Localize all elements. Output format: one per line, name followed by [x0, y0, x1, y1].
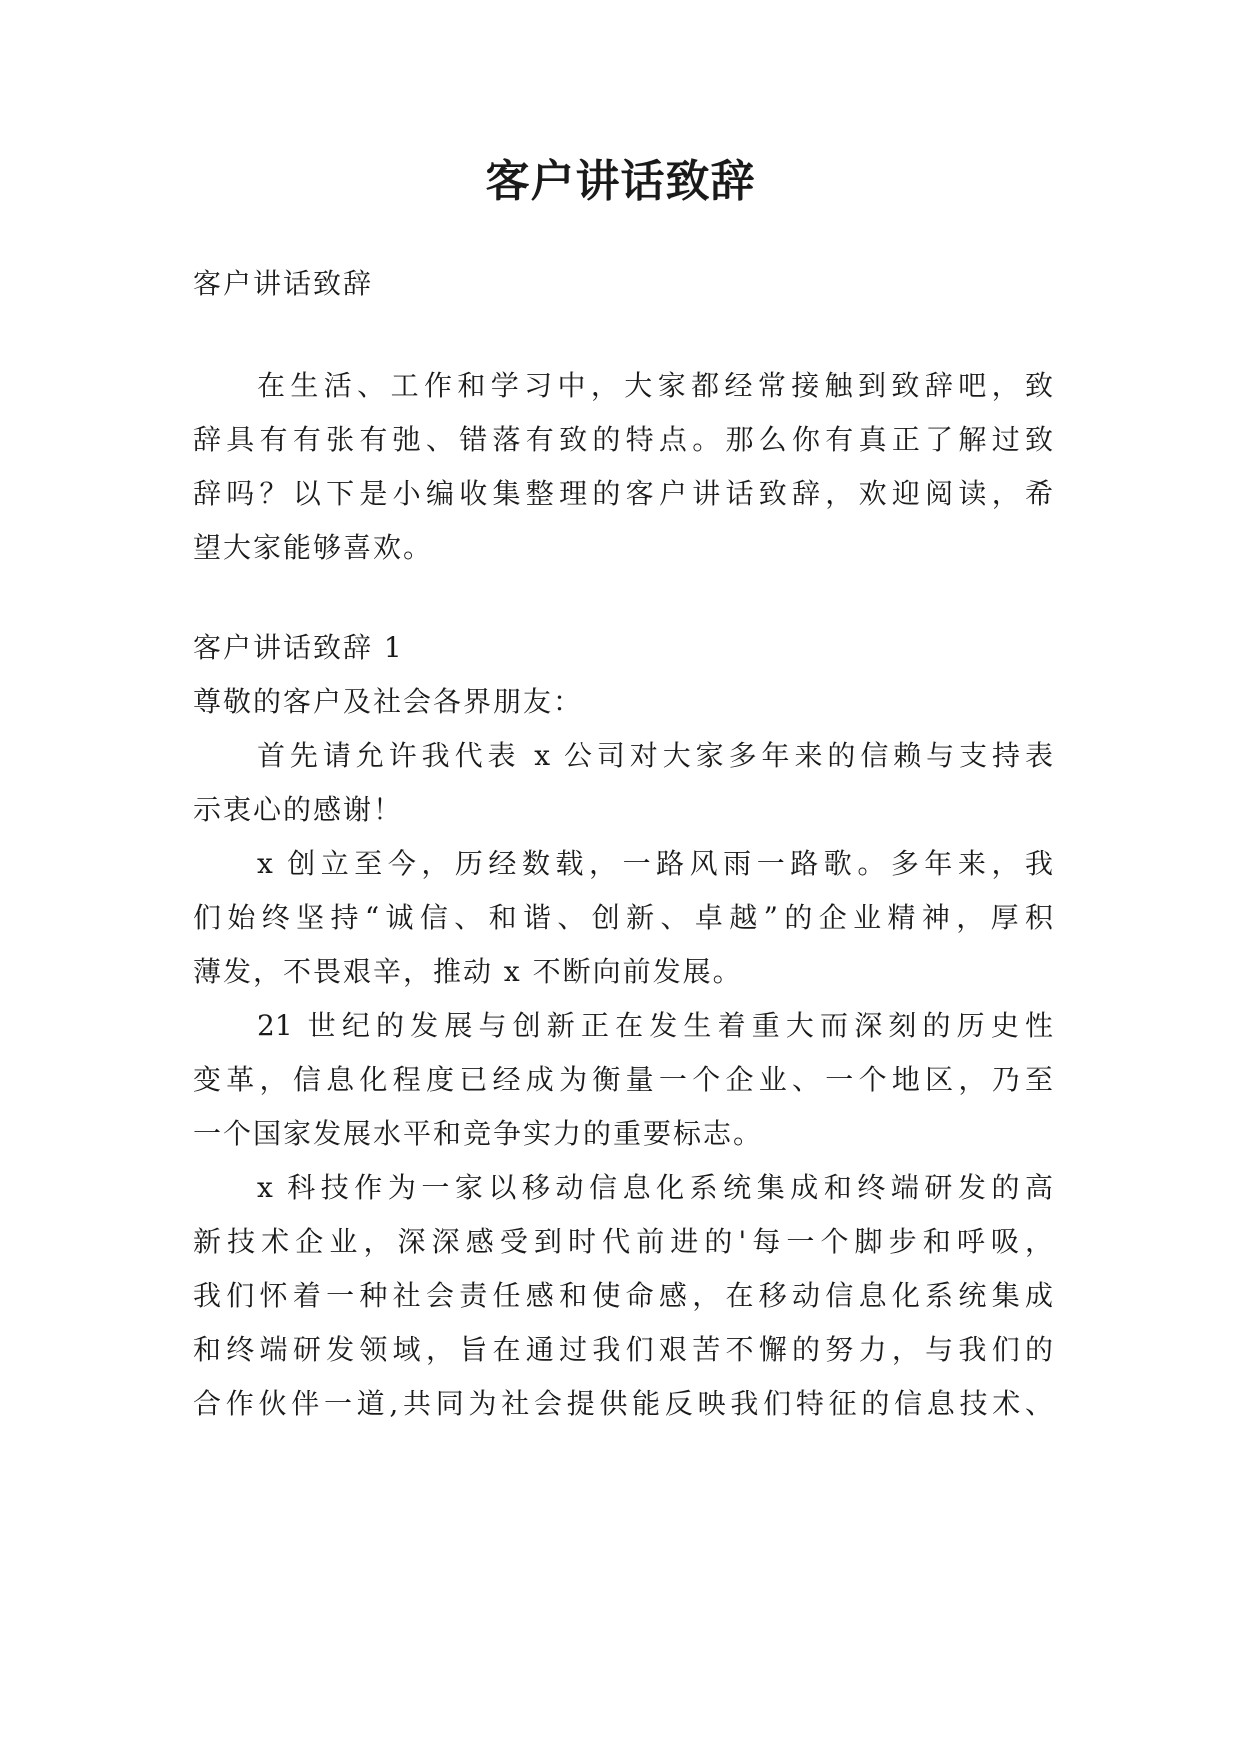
body-line-4: 们始终坚持“诚信、和谐、创新、卓越”的企业精神，厚积 [193, 901, 1053, 934]
body-line-7: 变革，信息化程度已经成为衡量一个企业、一个地区，乃至 [193, 1063, 1053, 1096]
body-line-11: 我们怀着一种社会责任感和使命感，在移动信息化系统集成 [193, 1279, 1053, 1312]
intro-line-3: 辞吗？以下是小编收集整理的客户讲话致辞，欢迎阅读，希 [193, 477, 1053, 510]
body-line-2: 示衷心的感谢！ [193, 793, 404, 826]
intro-line-2: 辞具有有张有弛、错落有致的特点。那么你有真正了解过致 [193, 423, 1053, 456]
body-line-9: x 科技作为一家以移动信息化系统集成和终端研发的高 [257, 1171, 1053, 1204]
salutation: 尊敬的客户及社会各界朋友： [193, 685, 584, 718]
section-heading: 客户讲话致辞 1 [193, 631, 404, 664]
body-line-5: 薄发，不畏艰辛，推动 x 不断向前发展。 [193, 955, 743, 988]
body-line-13: 合作伙伴一道,共同为社会提供能反映我们特征的信息技术、 [193, 1387, 1053, 1420]
document-title: 客户讲话致辞 [485, 156, 756, 207]
intro-line-4: 望大家能够喜欢。 [193, 531, 434, 564]
body-line-8: 一个国家发展水平和竞争实力的重要标志。 [193, 1117, 764, 1150]
body-line-3: x 创立至今，历经数载，一路风雨一路歌。多年来，我 [257, 847, 1053, 880]
body-line-6: 21 世纪的发展与创新正在发生着重大而深刻的历史性 [257, 1009, 1053, 1042]
body-line-12: 和终端研发领域，旨在通过我们艰苦不懈的努力，与我们的 [193, 1333, 1053, 1366]
subtitle: 客户讲话致辞 [193, 267, 374, 300]
intro-line-1: 在生活、工作和学习中，大家都经常接触到致辞吧，致 [257, 369, 1053, 402]
body-line-1: 首先请允许我代表 x 公司对大家多年来的信赖与支持表 [257, 739, 1053, 772]
body-line-10: 新技术企业，深深感受到时代前进的'每一个脚步和呼吸， [193, 1225, 1053, 1258]
